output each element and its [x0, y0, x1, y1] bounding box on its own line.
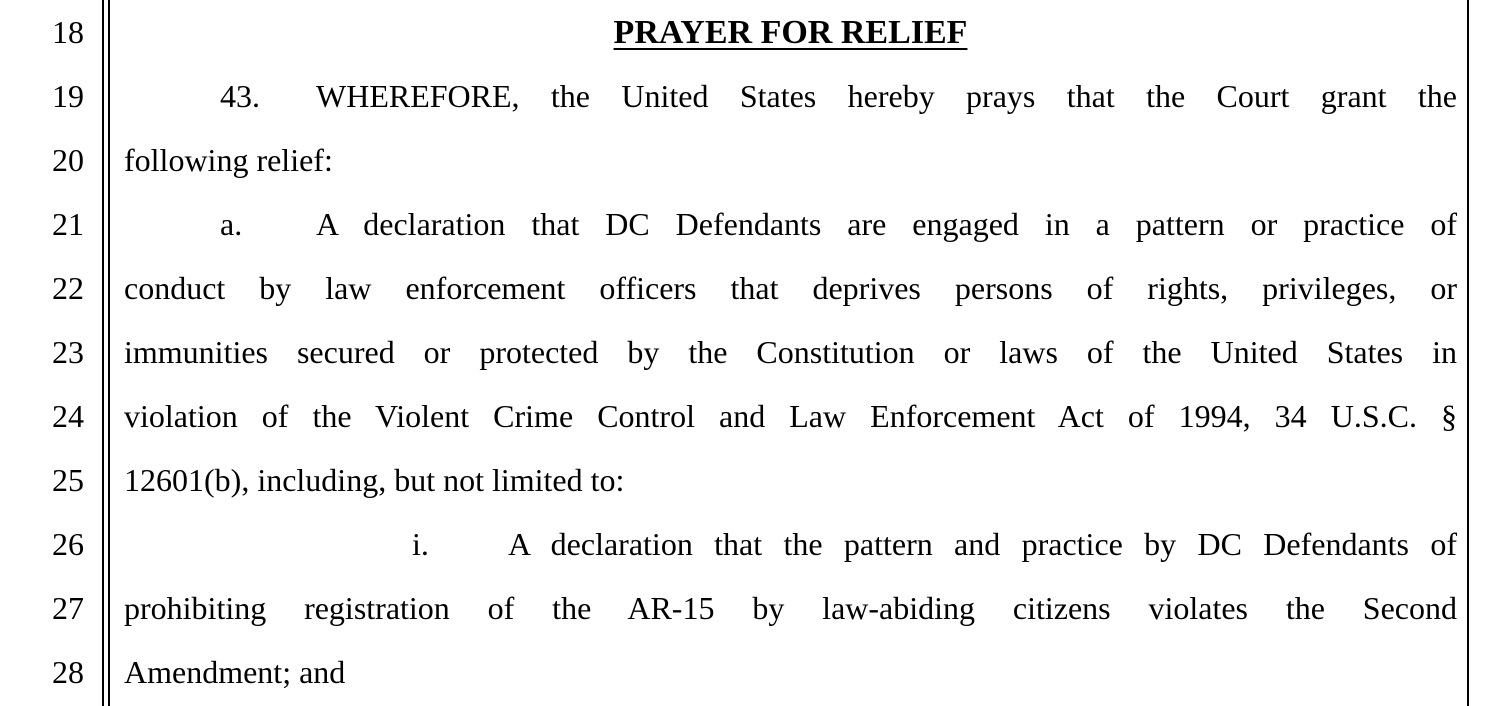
paragraph-number: 43. — [220, 78, 260, 114]
line-number: 25 — [52, 462, 84, 498]
line-number: 20 — [52, 142, 84, 178]
item-i-text: A declaration that the pattern and practice by DC Defendants of — [508, 526, 1457, 562]
paragraph-43-line-1 — [124, 64, 1457, 128]
line-number: 28 — [52, 654, 84, 690]
item-i-line-1 — [124, 512, 1457, 576]
item-a-text: A declaration that DC Defendants are engaged in a pattern or practice of — [316, 206, 1457, 242]
left-margin-rule-inner — [108, 0, 110, 706]
paragraph-43-line-2: following relief: — [124, 142, 333, 178]
right-margin-rule — [1467, 0, 1469, 706]
line-number: 23 — [52, 334, 84, 370]
item-i-marker: i. — [412, 526, 429, 562]
line-number: 24 — [52, 398, 84, 434]
line-number: 26 — [52, 526, 84, 562]
line-number: 18 — [52, 14, 84, 50]
item-a-line-1 — [124, 192, 1457, 256]
line-number: 19 — [52, 78, 84, 114]
left-margin-rule-outer — [102, 0, 104, 706]
line-number: 27 — [52, 590, 84, 626]
item-a-line-2: conduct by law enforcement officers that deprives persons of rights, privileges, or — [124, 270, 1457, 306]
section-heading: PRAYER FOR RELIEF — [613, 14, 968, 51]
line-number: 21 — [52, 206, 84, 242]
item-a-line-3: immunities secured or protected by the Constitution or laws of the United States in — [124, 334, 1457, 370]
item-a-line-4: violation of the Violent Crime Control and Law Enforcement Act of 1994, 34 U.S.C. § — [124, 398, 1457, 434]
item-a-line-5: 12601(b), including, but not limited to: — [124, 462, 625, 498]
paragraph-43-text: WHEREFORE, the United States hereby prays that the Court grant the — [316, 78, 1457, 114]
line-number: 22 — [52, 270, 84, 306]
item-i-line-2: prohibiting registration of the AR-15 by law-abiding citizens violates the Second — [124, 590, 1457, 626]
item-i-line-3: Amendment; and — [124, 654, 346, 690]
item-a-marker: a. — [220, 206, 243, 242]
